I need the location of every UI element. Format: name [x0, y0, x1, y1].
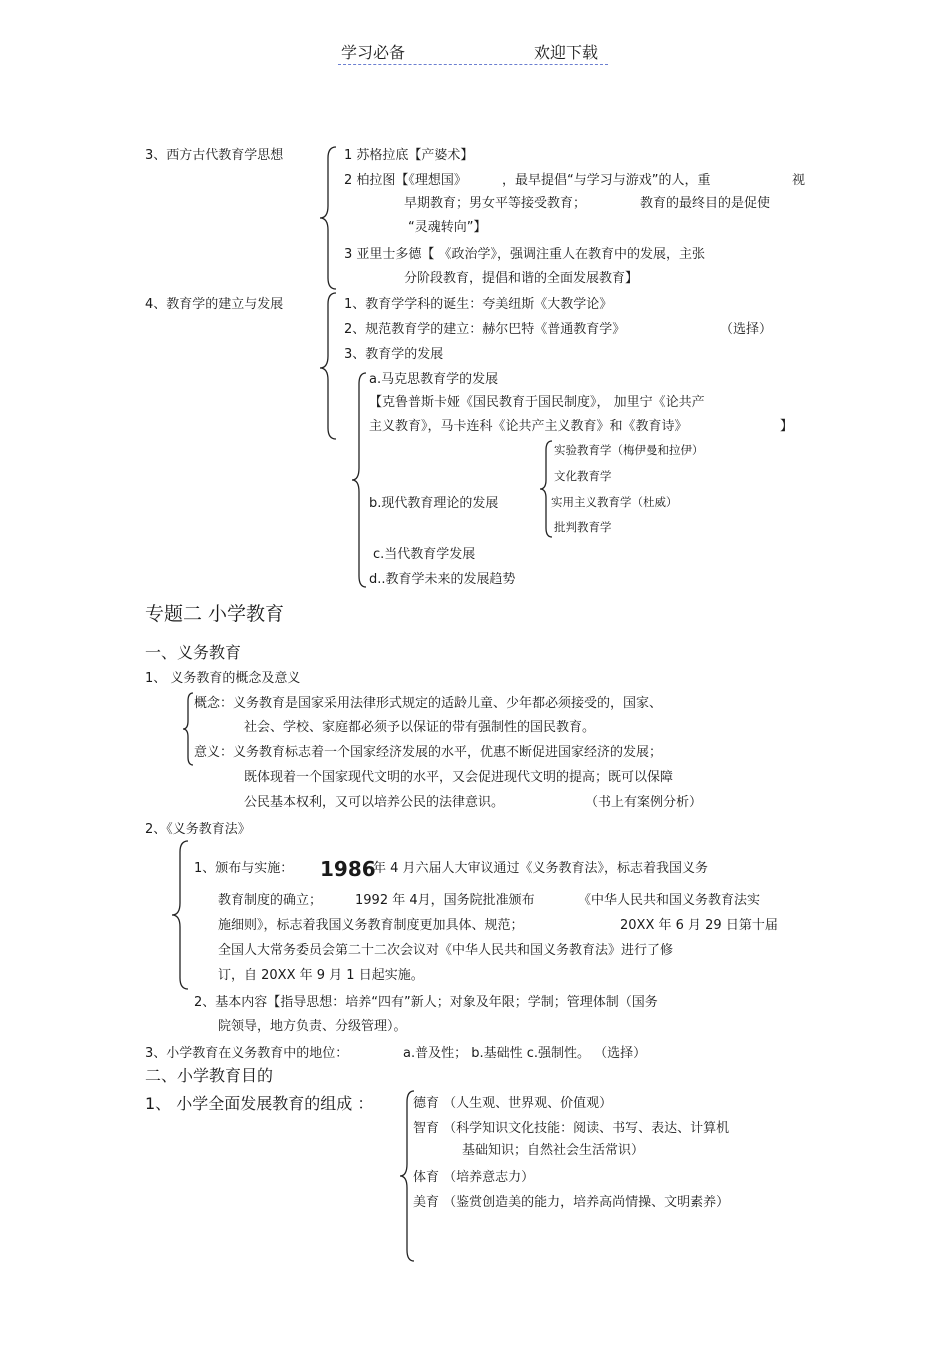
- dev-c: c.当代教育学发展: [373, 547, 476, 562]
- intellectual-education-1: 智育 （科学知识文化技能：阅读、书写、表达、计算机: [413, 1121, 730, 1136]
- brace-section3: [318, 146, 338, 290]
- status-label: 3、小学教育在义务教育中的地位：: [145, 1046, 349, 1061]
- moral-education: 德育 （人生观、世界观、价值观）: [413, 1096, 613, 1111]
- law-1-b: 年 4 月六届人大审议通过《义务教育法》，标志着我国义务: [373, 861, 709, 876]
- header-underline: [338, 64, 608, 65]
- s4-item3: 3、教育学的发展: [344, 347, 444, 362]
- modern-theory-2: 文化教育学: [554, 469, 612, 483]
- dev-a-line2: 【克鲁普斯卡娅《国民教育于国民制度》， 加里宁《论共产: [369, 395, 705, 410]
- s3-item2-c: 视: [792, 173, 806, 188]
- s4-item2: 2、规范教育学的建立：赫尔巴特《普通教育学》: [344, 322, 626, 337]
- brace-law: [170, 840, 190, 990]
- concept-line2: 社会、学校、家庭都必须予以保证的带有强制性的国民教育。: [244, 720, 596, 735]
- meaning-note: （书上有案例分析）: [585, 795, 703, 810]
- intellectual-education-2: 基础知识；自然社会生活常识）: [462, 1143, 645, 1158]
- all-round-heading: 1、 小学全面发展教育的组成 ：: [145, 1094, 374, 1113]
- brace-modern-theory: [538, 440, 554, 538]
- sec2-heading: 二、小学教育目的: [145, 1066, 274, 1085]
- law-3-a: 施细则》，标志着我国义务教育制度更加具体、规范；: [218, 918, 524, 933]
- modern-theory-3: 实用主义教育学（杜威）: [551, 495, 678, 509]
- topic2-title: 专题二 小学教育: [145, 603, 285, 625]
- compulsory-concept-heading: 1、 义务教育的概念及意义: [145, 671, 301, 686]
- concept-line1: 概念：义务教育是国家采用法律形式规定的适龄儿童、少年都必须接受的，国家、: [194, 696, 663, 711]
- physical-education: 体育 （培养意志力）: [413, 1170, 535, 1185]
- brace-section4: [318, 292, 338, 440]
- modern-theory-4: 批判教育学: [554, 520, 612, 534]
- section3-title: 3、西方古代教育学思想: [145, 148, 284, 163]
- s3-item2-f: “灵魂转向”】: [408, 220, 487, 235]
- sec1-heading: 一、义务教育: [145, 643, 242, 662]
- s3-item2-d: 早期教育；男女平等接受教育；: [404, 196, 587, 211]
- law-3-b: 20XX 年 6 月 29 日第十届: [620, 918, 778, 933]
- s3-item2-b: ，最早提倡“与学习与游戏”的人，重: [502, 173, 711, 188]
- dev-a-line3: 主义教育》，马卡连科《论共产主义教育》和《教育诗》: [369, 419, 688, 434]
- s3-item2-a: 2 柏拉图【《理想国》: [344, 173, 467, 188]
- law-1-year: 1986: [320, 857, 376, 881]
- dev-d: d..教育学未来的发展趋势: [369, 572, 516, 587]
- modern-theory-1: 实验教育学（梅伊曼和拉伊）: [554, 443, 704, 457]
- basic-content-2: 院领导，地方负责、分级管理）。: [218, 1019, 407, 1034]
- s4-item1: 1、教育学学科的诞生：夸美纽斯《大教学论》: [344, 297, 613, 312]
- meaning-line2: 既体现着一个国家现代文明的水平，又会促进现代文明的提高；既可以保障: [244, 770, 674, 785]
- s3-item3-b: 分阶段教育，提倡和谐的全面发展教育】: [404, 271, 639, 286]
- dev-b: b.现代教育理论的发展: [369, 496, 499, 511]
- law-2-a: 教育制度的确立；: [218, 893, 323, 908]
- law-2-b: 1992 年 4月，国务院批准颁布: [355, 893, 535, 908]
- status-values: a.普及性； b.基础性 c.强制性。 （选择）: [403, 1046, 647, 1061]
- s3-item3-a: 3 亚里士多德【 《政治学》，强调注重人在教育中的发展，主张: [344, 247, 706, 262]
- law-2-c: 《中华人民共和国义务教育法实: [578, 893, 761, 908]
- meaning-line3: 公民基本权利，又可以培养公民的法律意识。: [244, 795, 505, 810]
- s3-item1: 1 苏格拉底【产婆术】: [344, 148, 474, 163]
- law-1-a: 1、颁布与实施：: [194, 861, 294, 876]
- s3-item2-e: 教育的最终目的是促使: [640, 196, 771, 211]
- basic-content-1: 2、基本内容【指导思想：培养“四有”新人；对象及年限；学制；管理体制（国务: [194, 995, 658, 1010]
- section4-title: 4、教育学的建立与发展: [145, 297, 284, 312]
- s4-item2-note: （选择）: [720, 322, 773, 337]
- law-5: 订，自 20XX 年 9 月 1 日起实施。: [218, 968, 424, 983]
- dev-a-line3-end: 】: [780, 419, 794, 434]
- aesthetic-education: 美育 （鉴赏创造美的能力，培养高尚情操、文明素养）: [413, 1195, 730, 1210]
- brace-development: [350, 372, 368, 588]
- brace-concept: [181, 692, 195, 766]
- meaning-line1: 意义：义务教育标志着一个国家经济发展的水平，优惠不断促进国家经济的发展；: [194, 745, 663, 760]
- header-left: 学习必备: [341, 43, 406, 62]
- law-heading: 2、《义务教育法》: [145, 822, 251, 837]
- header-right: 欢迎下载: [534, 43, 599, 62]
- law-4: 全国人大常务委员会第二十二次会议对《中华人民共和国义务教育法》进行了修: [218, 943, 674, 958]
- dev-a: a.马克思教育学的发展: [369, 372, 499, 387]
